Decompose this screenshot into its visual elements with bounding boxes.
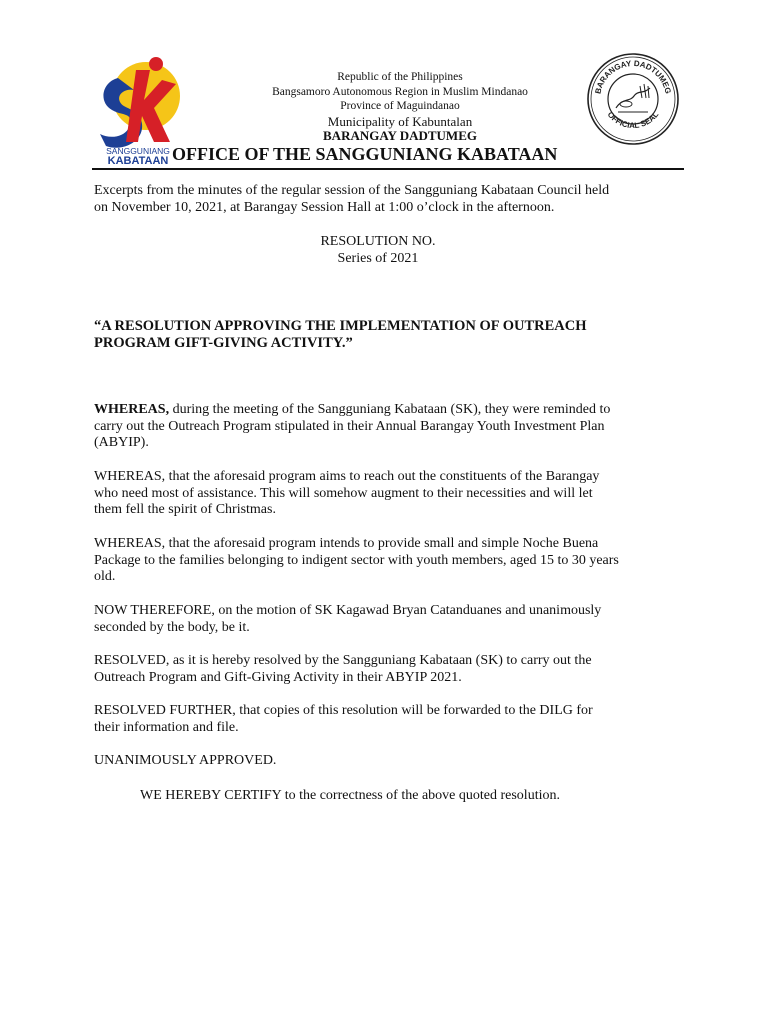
whereas2-line-1: WHEREAS, that the aforesaid program aims to reach out the constituents of the Barangay <box>94 469 600 484</box>
resolution-title <box>94 318 694 352</box>
resolved-further-paragraph <box>94 703 694 736</box>
resolved-line-2: Outreach Program and Gift-Giving Activity in their ABYIP 2021. <box>94 669 462 685</box>
certify-line: WE HEREBY CERTIFY to the correctness of the above quoted resolution. <box>140 788 560 803</box>
seal-graphic <box>586 52 680 146</box>
logo-text-1: SANGGUNIANG <box>106 146 170 156</box>
office-title: OFFICE OF THE SANGGUNIANG KABATAAN <box>172 144 558 164</box>
whereas-bold-label: WHEREAS, <box>94 402 170 417</box>
resolved-line-1: RESOLVED, as it is hereby resolved by the Sangguniang Kabataan (SK) to carry out the <box>94 653 592 668</box>
further-line-2: their information and file. <box>94 719 239 735</box>
title-line-2: PROGRAM GIFT-GIVING ACTIVITY.” <box>94 335 353 351</box>
whereas-paragraph-3 <box>94 536 694 586</box>
whereas3-line-3: old. <box>94 569 116 584</box>
now-line-2: seconded by the body, be it. <box>94 619 250 635</box>
seal-bottom-text: OFFICIAL SEAL <box>605 109 661 131</box>
header-republic: Republic of the Philippines <box>337 71 463 83</box>
excerpt-paragraph <box>94 183 694 216</box>
whereas3-line-2: Package to the families belonging to indigent sector with youth members, aged 15 to 30 years <box>94 552 619 568</box>
whereas-paragraph-1 <box>94 402 694 452</box>
whereas-paragraph-2 <box>94 469 694 519</box>
now-line-1: NOW THEREFORE, on the motion of SK Kagawad Bryan Catanduanes and unanimously <box>94 603 602 618</box>
header-region: Bangsamoro Autonomous Region in Muslim Mindanao <box>272 86 528 98</box>
resolution-series: Series of 2021 <box>337 251 419 266</box>
title-line-1: “A RESOLUTION APPROVING THE IMPLEMENTATION OF OUTREACH <box>94 318 587 334</box>
header-barangay: BARANGAY DADTUMEG <box>323 128 477 143</box>
whereas1-line-3: (ABYIP). <box>94 435 149 450</box>
resolution-number: RESOLUTION NO. <box>320 234 436 249</box>
approved-line: UNANIMOUSLY APPROVED. <box>94 753 277 768</box>
excerpt-line-1: Excerpts from the minutes of the regular session of the Sangguniang Kabataan Council held <box>94 183 610 198</box>
svg-text:OFFICIAL SEAL <box>606 110 661 130</box>
further-line-1: RESOLVED FURTHER, that copies of this resolution will be forwarded to the DILG for <box>94 703 593 718</box>
excerpt-line-2: on November 10, 2021, at Barangay Session Hall at 1:00 o’clock in the afternoon. <box>94 199 555 215</box>
sk-logo <box>92 50 184 165</box>
barangay-seal <box>586 52 680 146</box>
logo-text-2: KABATAAN <box>107 155 169 165</box>
resolved-paragraph <box>94 653 694 686</box>
whereas2-line-2: who need most of assistance. This will somehow augment to their necessities and will let <box>94 485 593 501</box>
header-province: Province of Maguindanao <box>340 100 460 112</box>
header-divider <box>92 168 684 170</box>
header-municipality: Municipality of Kabuntalan <box>327 114 473 129</box>
sk-logo-graphic <box>92 50 184 165</box>
whereas1-line-2: carry out the Outreach Program stipulated in their Annual Barangay Youth Investment Plan <box>94 418 605 434</box>
whereas3-line-1: WHEREAS, that the aforesaid program intends to provide small and simple Noche Buena <box>94 536 599 551</box>
now-therefore-paragraph <box>94 603 694 636</box>
whereas2-line-3: them fell the spirit of Christmas. <box>94 502 276 517</box>
whereas1-line-1: during the meeting of the Sangguniang Kabataan (SK), they were reminded to <box>169 402 611 417</box>
seal-top-text: BARANGAY DADTUMEG <box>593 58 673 95</box>
